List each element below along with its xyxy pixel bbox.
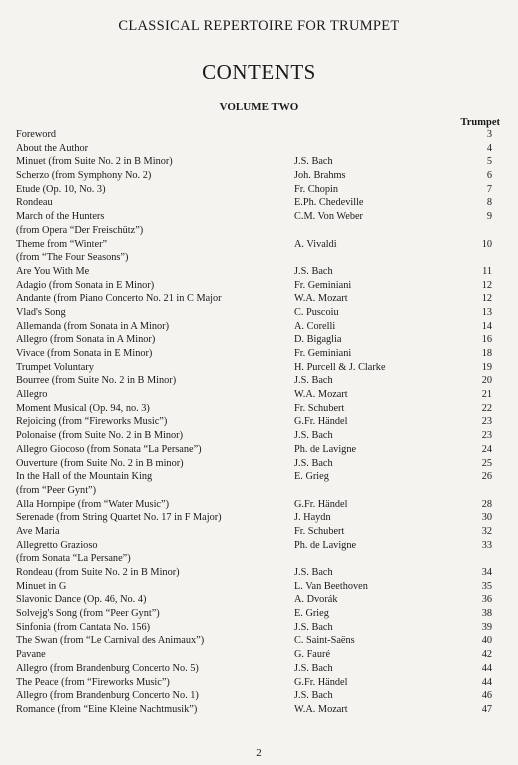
entry-title: Bourree (from Suite No. 2 in B Minor) xyxy=(16,375,177,387)
entry-title: Allegro xyxy=(16,389,48,401)
toc-entry xyxy=(16,511,502,525)
entry-composer: E.Ph. Chedeville xyxy=(294,197,364,209)
entry-composer: C.M. Von Weber xyxy=(294,211,363,223)
entry-page-number: 23 xyxy=(481,416,492,428)
entry-title: Rondeau xyxy=(16,197,53,209)
entry-page-number: 40 xyxy=(481,635,492,647)
entry-page-number: 36 xyxy=(481,594,492,606)
toc-entry xyxy=(16,621,502,635)
entry-page-number: 13 xyxy=(481,306,492,318)
entry-page-number: 4 xyxy=(486,142,492,154)
entry-page-number xyxy=(464,552,502,566)
toc-entry xyxy=(16,566,502,580)
entry-page-number xyxy=(464,224,502,238)
table-of-contents xyxy=(16,128,502,717)
toc-entry xyxy=(16,183,502,197)
toc-entry xyxy=(16,402,502,416)
entry-title: Sinfonia (from Cantata No. 156) xyxy=(16,621,151,633)
entry-composer: L. Van Beethoven xyxy=(294,580,368,592)
toc-entry xyxy=(16,196,502,210)
entry-page-number: 25 xyxy=(481,457,492,469)
entry-title: Andante (from Piano Concerto No. 21 in C Major xyxy=(16,293,222,305)
entry-title: Theme from “Winter” xyxy=(16,238,108,250)
toc-entry xyxy=(16,238,502,252)
entry-composer xyxy=(294,484,464,498)
entry-title: Polonaise (from Suite No. 2 in B Minor) xyxy=(16,430,184,442)
toc-entry xyxy=(16,347,502,361)
entry-title: Are You With Me xyxy=(16,265,90,277)
entry-composer: C. Puscoiu xyxy=(294,306,339,318)
contents-heading: CONTENTS xyxy=(202,60,316,84)
entry-page-number: 44 xyxy=(481,662,492,674)
entry-title: Allegro (from Brandenburg Concerto No. 1) xyxy=(16,690,199,702)
entry-page-number: 33 xyxy=(481,539,492,551)
entry-composer: J.S. Bach xyxy=(294,265,333,277)
toc-entry xyxy=(16,662,502,676)
entry-composer: G.Fr. Händel xyxy=(294,416,348,428)
entry-title: Serenade (from String Quartet No. 17 in F Major) xyxy=(16,512,222,524)
entry-title: (from “The Four Seasons”) xyxy=(16,252,129,264)
entry-title: Adagio (from Sonata in E Minor) xyxy=(16,279,155,291)
entry-title: Ouverture (from Suite No. 2 in B minor) xyxy=(16,457,184,469)
toc-entry xyxy=(16,703,502,717)
toc-entry xyxy=(16,374,502,388)
entry-composer: J.S. Bach xyxy=(294,156,333,168)
entry-composer: Ph. de Lavigne xyxy=(294,539,357,551)
entry-title: Etude (Op. 10, No. 3) xyxy=(16,183,106,195)
toc-entry xyxy=(16,443,502,457)
toc-entry xyxy=(16,333,502,347)
entry-composer: Fr. Geminiani xyxy=(294,348,352,359)
entry-page-number: 18 xyxy=(481,348,492,359)
entry-title: Allegro (from Brandenburg Concerto No. 5) xyxy=(16,662,199,674)
toc-entry xyxy=(16,415,502,429)
entry-page-number: 12 xyxy=(481,293,492,305)
toc-entry xyxy=(16,155,502,169)
entry-page-number: 23 xyxy=(481,430,492,442)
toc-entry xyxy=(16,580,502,594)
entry-title: Solvejg's Song (from “Peer Gynt”) xyxy=(16,608,160,620)
toc-entry xyxy=(16,279,502,293)
entry-page-number: 10 xyxy=(481,238,492,250)
entry-page-number: 30 xyxy=(481,512,492,524)
toc-entry xyxy=(16,429,502,443)
entry-composer: W.A. Mozart xyxy=(294,293,348,305)
entry-title: Rejoicing (from “Fireworks Music”) xyxy=(16,416,168,428)
entry-composer: W.A. Mozart xyxy=(294,389,348,401)
entry-composer: E. Grieg xyxy=(294,471,329,483)
entry-page-number xyxy=(464,484,502,498)
entry-composer: Fr. Schubert xyxy=(294,525,345,537)
entry-composer xyxy=(294,552,464,566)
toc-entry xyxy=(16,539,502,553)
entry-page-number: 46 xyxy=(481,690,492,702)
entry-composer: J.S. Bach xyxy=(294,662,333,674)
entry-page-number: 35 xyxy=(481,580,492,592)
entry-page-number: 42 xyxy=(481,649,492,661)
toc-entry xyxy=(16,593,502,607)
entry-composer xyxy=(294,224,464,238)
toc-entry xyxy=(16,251,502,265)
entry-page-number: 34 xyxy=(481,567,492,578)
entry-title: March of the Hunters xyxy=(16,211,105,223)
entry-composer: Fr. Schubert xyxy=(294,402,345,414)
toc-entry xyxy=(16,361,502,375)
toc-entry xyxy=(16,320,502,334)
entry-composer xyxy=(294,142,464,156)
entry-page-number: 38 xyxy=(481,608,492,620)
entry-page-number: 6 xyxy=(486,170,492,182)
entry-title: Scherzo (from Symphony No. 2) xyxy=(16,170,152,182)
entry-page-number: 26 xyxy=(481,471,492,483)
toc-entry xyxy=(16,306,502,320)
entry-title: Pavane xyxy=(16,649,46,661)
entry-page-number: 8 xyxy=(486,197,492,209)
entry-page-number: 3 xyxy=(486,129,492,140)
entry-composer: A. Vivaldi xyxy=(294,238,337,250)
entry-composer: C. Saint-Saëns xyxy=(294,635,355,647)
entry-title: Romance (from “Eine Kleine Nachtmusik”) xyxy=(16,703,198,715)
entry-title: (from Sonata “La Persane”) xyxy=(16,553,131,565)
toc-entry xyxy=(16,484,502,498)
entry-page-number: 7 xyxy=(486,183,492,195)
toc-entry xyxy=(16,689,502,703)
entry-title: About the Author xyxy=(16,142,89,154)
entry-composer xyxy=(294,251,464,265)
entry-composer: Fr. Geminiani xyxy=(294,279,352,291)
toc-entry xyxy=(16,552,502,566)
entry-composer: Ph. de Lavigne xyxy=(294,443,357,455)
toc-entry xyxy=(16,470,502,484)
entry-composer: A. Dvorák xyxy=(294,594,338,606)
entry-page-number: 16 xyxy=(481,334,492,346)
toc-entry xyxy=(16,648,502,662)
entry-title: Allegro (from Sonata in A Minor) xyxy=(16,334,156,346)
toc-entry xyxy=(16,525,502,539)
entry-title: Minuet (from Suite No. 2 in B Minor) xyxy=(16,156,173,168)
entry-composer: J.S. Bach xyxy=(294,430,333,442)
toc-entry xyxy=(16,128,502,142)
page-number: 2 xyxy=(256,747,262,759)
entry-title: Foreword xyxy=(16,129,57,140)
entry-page-number: 22 xyxy=(481,402,492,414)
trumpet-column-header: Trumpet xyxy=(460,117,500,128)
entry-title: Vivace (from Sonata in E Minor) xyxy=(16,348,153,359)
entry-composer xyxy=(294,128,464,142)
toc-entry xyxy=(16,142,502,156)
entry-composer: Fr. Chopin xyxy=(294,183,339,195)
entry-title: In the Hall of the Mountain King xyxy=(16,471,153,483)
entry-composer: E. Grieg xyxy=(294,608,329,620)
entry-page-number: 9 xyxy=(486,211,492,223)
entry-title: Alla Hornpipe (from “Water Music”) xyxy=(16,498,169,510)
entry-title: Allemanda (from Sonata in A Minor) xyxy=(16,320,169,332)
entry-page-number: 14 xyxy=(481,320,492,332)
entry-composer: G.Fr. Händel xyxy=(294,498,348,510)
entry-page-number: 20 xyxy=(481,375,492,387)
toc-entry xyxy=(16,634,502,648)
entry-composer: J.S. Bach xyxy=(294,375,333,387)
entry-title: The Peace (from “Fireworks Music”) xyxy=(16,676,170,688)
entry-composer: A. Corelli xyxy=(294,320,336,332)
entry-composer: D. Bigaglia xyxy=(294,334,342,346)
toc-entry xyxy=(16,457,502,471)
entry-page-number: 32 xyxy=(481,525,492,537)
entry-page-number xyxy=(464,251,502,265)
entry-title: Trumpet Voluntary xyxy=(16,361,94,373)
entry-title: Rondeau (from Suite No. 2 in B Minor) xyxy=(16,567,180,578)
entry-title: The Swan (from “Le Carnival des Animaux”) xyxy=(16,635,205,647)
entry-title: Vlad's Song xyxy=(16,306,66,318)
toc-entry xyxy=(16,169,502,183)
entry-page-number: 21 xyxy=(481,389,492,401)
toc-entry xyxy=(16,210,502,224)
entry-composer: H. Purcell & J. Clarke xyxy=(294,361,386,373)
series-title: CLASSICAL REPERTOIRE FOR TRUMPET xyxy=(118,18,400,34)
toc-entry xyxy=(16,265,502,279)
entry-title: (from Opera “Der Freischütz”) xyxy=(16,224,144,236)
toc-entry xyxy=(16,388,502,402)
entry-composer: J.S. Bach xyxy=(294,567,333,578)
entry-title: Allegretto Grazioso xyxy=(16,539,98,551)
entry-page-number: 24 xyxy=(481,443,492,455)
volume-heading: VOLUME TWO xyxy=(219,101,299,113)
entry-page-number: 28 xyxy=(481,498,492,510)
entry-page-number: 11 xyxy=(482,265,492,277)
entry-title: Slavonic Dance (Op. 46, No. 4) xyxy=(16,594,147,606)
entry-title: (from “Peer Gynt”) xyxy=(16,484,97,496)
entry-composer: J.S. Bach xyxy=(294,457,333,469)
entry-page-number: 44 xyxy=(481,676,492,688)
toc-entry xyxy=(16,498,502,512)
entry-composer: G.Fr. Händel xyxy=(294,676,348,688)
entry-composer: Joh. Brahms xyxy=(294,170,346,182)
toc-entry xyxy=(16,292,502,306)
entry-title: Ave Maria xyxy=(16,525,60,537)
entry-page-number: 12 xyxy=(481,279,492,291)
entry-page-number: 47 xyxy=(481,703,492,715)
entry-composer: W.A. Mozart xyxy=(294,703,348,715)
entry-page-number: 19 xyxy=(481,361,492,373)
entry-composer: J. Haydn xyxy=(294,512,331,524)
entry-title: Minuet in G xyxy=(16,580,67,592)
toc-entry xyxy=(16,607,502,621)
entry-composer: J.S. Bach xyxy=(294,690,333,702)
entry-composer: G. Fauré xyxy=(294,649,331,661)
entry-title: Moment Musical (Op. 94, no. 3) xyxy=(16,402,150,414)
entry-title: Allegro Giocoso (from Sonata “La Persane”) xyxy=(16,443,202,455)
entry-page-number: 39 xyxy=(481,621,492,633)
toc-entry xyxy=(16,224,502,238)
entry-composer: J.S. Bach xyxy=(294,621,333,633)
toc-entry xyxy=(16,676,502,690)
entry-page-number: 5 xyxy=(486,156,492,168)
